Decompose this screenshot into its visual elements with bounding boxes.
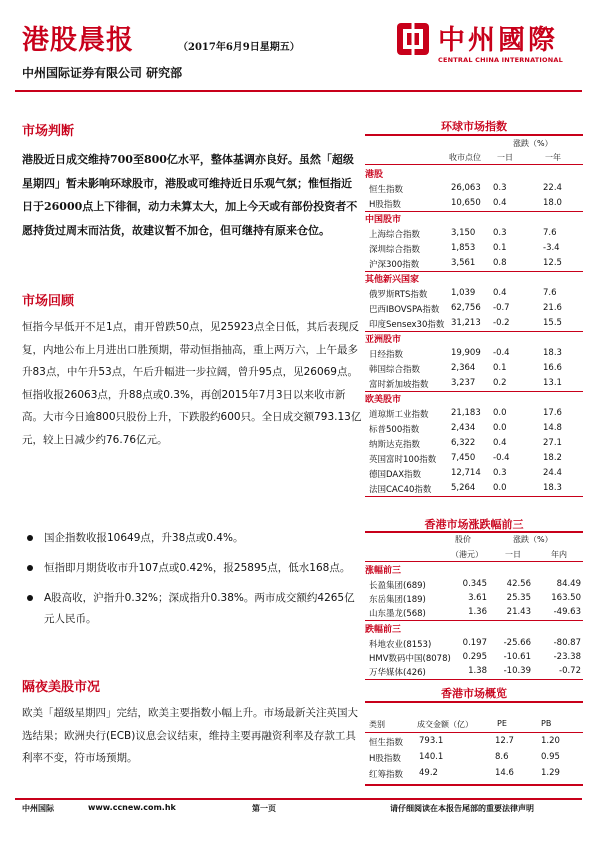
- index-year-change: 22.4: [543, 183, 562, 193]
- stock-price: 3.61: [468, 593, 487, 603]
- table-row: [365, 227, 583, 242]
- divider: [365, 732, 583, 733]
- hk-movers-title: 香港市场涨跌幅前三: [424, 518, 524, 531]
- table-group-label: 亚洲股市: [365, 335, 402, 345]
- table-row: [365, 637, 583, 652]
- index-year-change: 18.3: [543, 483, 562, 493]
- index-day-change: -0.4: [493, 348, 510, 358]
- logo-mark-icon: [394, 20, 432, 58]
- stock-price: 0.295: [462, 652, 487, 662]
- stock-name: 长盈集团(689): [369, 581, 426, 591]
- footer-page: 第一页: [252, 804, 276, 813]
- index-close: 6,322: [451, 438, 476, 448]
- table-group-label: 涨幅前三: [365, 566, 402, 576]
- market-review-text: 恒指今早低开不足1点，甫开曾跌50点，见25923点全日低，其后表现反复，内地公布上月进出口胜预期，带动恒指抽高，重上两万六，上午最多升83点，中午升53点，午后升幅进一步拉阔，曾升95点，见26069点。恒指收报26063点，升88点或0.3%，再创2015年7月3日以来收市新高。大市今日逾800只股份上升，下跌股约600只。全日成交额793.13亿元，较上日减少约76.76亿元。: [22, 321, 362, 446]
- logo-text-en: CENTRAL CHINA INTERNATIONAL: [438, 56, 563, 64]
- index-day-change: 0.4: [493, 288, 507, 298]
- index-close: 3,237: [451, 378, 476, 388]
- index-close: 10,650: [451, 198, 481, 208]
- table-row: [365, 751, 583, 766]
- table-group-label: 中国股市: [365, 215, 402, 225]
- divider: [365, 701, 583, 703]
- market-review-bullets: [22, 528, 362, 639]
- global-col-year: 一年: [545, 153, 561, 162]
- index-name: 上海综合指数: [369, 230, 421, 240]
- table-row: [365, 452, 583, 467]
- us-market-heading: 隔夜美股市况: [22, 680, 101, 695]
- index-name: 韩国综合指数: [369, 365, 421, 375]
- table-row: [365, 287, 583, 302]
- index-close: 19,909: [451, 348, 481, 358]
- index-day-change: 0.1: [493, 363, 507, 373]
- market-review-heading: 市场回顾: [22, 294, 75, 309]
- index-name: H股指数: [369, 200, 401, 210]
- table-row: [365, 362, 583, 377]
- index-name: 富时新加坡指数: [369, 380, 429, 390]
- divider: [365, 496, 583, 497]
- index-year-change: 13.1: [543, 378, 562, 388]
- movers-col-price-unit: （港元）: [451, 550, 483, 559]
- logo-text-cn: 中州國際: [438, 25, 558, 56]
- stock-price: 1.38: [468, 666, 487, 676]
- index-close: 5,264: [451, 483, 476, 493]
- movers-col-day: 一日: [505, 550, 521, 559]
- stock-day-change: 42.56: [506, 579, 531, 589]
- index-year-change: -3.4: [543, 243, 560, 253]
- divider: [365, 164, 583, 165]
- index-day-change: -0.2: [493, 318, 510, 328]
- table-row: [365, 767, 583, 782]
- table-row: [365, 651, 583, 666]
- stock-name: 科地农业(8153): [369, 640, 432, 650]
- index-name: 纳斯达克指数: [369, 440, 421, 450]
- index-name: 印度Sensex30指数: [369, 320, 445, 330]
- table-group-label: 欧美股市: [365, 395, 402, 405]
- index-year-change: 27.1: [543, 438, 562, 448]
- index-day-change: 0.4: [493, 198, 507, 208]
- table-row: [365, 606, 583, 621]
- market-judgment-text: 港股近日成交维持700至800亿水平，整体基调亦良好。虽然「超级星期四」暂未影响环球股市，港股或可维持近日乐观气氛；惟恒指近日于26000点上下徘徊，动力未算太大，加上今天或有部份投资者不愿持货过周末而沽货，故建议暂不加仓，但可继持有原来仓位。: [22, 153, 358, 237]
- divider: [365, 531, 583, 533]
- market-judgment-heading: 市场判断: [22, 124, 75, 139]
- header-divider: [15, 90, 582, 92]
- stock-day-change: 25.35: [506, 593, 531, 603]
- company-logo: [394, 16, 584, 74]
- index-day-change: -0.4: [493, 453, 510, 463]
- index-day-change: 0.0: [493, 483, 507, 493]
- movers-col-ytd: 年内: [551, 550, 567, 559]
- overview-pe: 14.6: [495, 768, 514, 778]
- index-year-change: 7.6: [543, 288, 557, 298]
- divider: [365, 679, 583, 680]
- hk-overview-title: 香港市场概览: [441, 687, 507, 700]
- overview-name: 红筹指数: [369, 770, 404, 780]
- divider: [365, 561, 583, 562]
- stock-price: 0.197: [462, 638, 487, 648]
- stock-name: 东岳集团(189): [369, 595, 426, 605]
- overview-pe: 12.7: [495, 736, 514, 746]
- index-name: 巴西IBOVSPA指数: [369, 305, 440, 315]
- bullet-icon: [27, 535, 33, 541]
- index-close: 21,183: [451, 408, 481, 418]
- divider: [365, 620, 583, 621]
- table-row: [365, 482, 583, 497]
- footer-disclaimer: 请仔细阅读在本报告尾部的重要法律声明: [390, 804, 534, 813]
- table-row: [365, 665, 583, 680]
- index-year-change: 14.8: [543, 423, 562, 433]
- stock-day-change: 21.43: [506, 607, 531, 617]
- overview-name: H股指数: [369, 754, 401, 764]
- overview-pb: 1.29: [541, 768, 560, 778]
- stock-ytd-change: -0.72: [559, 666, 581, 676]
- bullet-icon: [27, 565, 33, 571]
- footer-company: 中州国际: [22, 804, 54, 813]
- index-name: 标普500指数: [369, 425, 420, 435]
- stock-name: 山东墨龙(568): [369, 609, 426, 619]
- overview-col-pe: PE: [497, 719, 507, 728]
- table-row: [365, 578, 583, 593]
- index-day-change: 0.8: [493, 258, 507, 268]
- overview-col-type: 类别: [369, 720, 385, 729]
- index-year-change: 7.6: [543, 228, 557, 238]
- index-year-change: 15.5: [543, 318, 562, 328]
- table-row: [365, 182, 583, 197]
- index-close: 2,434: [451, 423, 476, 433]
- index-close: 3,561: [451, 258, 476, 268]
- table-row: [365, 347, 583, 362]
- index-close: 62,756: [451, 303, 481, 313]
- stock-ytd-change: 84.49: [556, 579, 581, 589]
- footer-divider: [15, 798, 582, 800]
- index-day-change: 0.0: [493, 408, 507, 418]
- index-day-change: 0.3: [493, 228, 507, 238]
- table-row: [365, 592, 583, 607]
- report-title: 港股晨报: [22, 25, 134, 56]
- index-close: 31,213: [451, 318, 481, 328]
- table-row: [365, 242, 583, 257]
- index-close: 1,039: [451, 288, 476, 298]
- table-group-label: 港股: [365, 170, 384, 180]
- stock-day-change: -10.39: [503, 666, 531, 676]
- index-year-change: 18.0: [543, 198, 562, 208]
- index-name: 恒生指数: [369, 185, 404, 195]
- overview-turnover: 49.2: [419, 768, 438, 778]
- list-item: A股高收，沪指升0.32%；深成指升0.38%。两市成交额约4265亿元人民币。: [22, 588, 362, 630]
- divider: [365, 784, 583, 786]
- index-close: 3,150: [451, 228, 476, 238]
- table-group-label: 其他新兴国家: [365, 275, 420, 285]
- index-day-change: 0.2: [493, 378, 507, 388]
- index-close: 2,364: [451, 363, 476, 373]
- movers-change-header: 涨跌（%）: [513, 535, 553, 544]
- index-year-change: 18.2: [543, 453, 562, 463]
- stock-price: 1.36: [468, 607, 487, 617]
- table-row: [365, 377, 583, 392]
- overview-col-pb: PB: [541, 719, 552, 728]
- index-day-change: 0.1: [493, 243, 507, 253]
- index-year-change: 16.6: [543, 363, 562, 373]
- index-year-change: 18.3: [543, 348, 562, 358]
- table-row: [365, 197, 583, 212]
- index-day-change: 0.3: [493, 183, 507, 193]
- stock-ytd-change: -23.38: [553, 652, 581, 662]
- index-close: 26,063: [451, 183, 481, 193]
- index-year-change: 24.4: [543, 468, 562, 478]
- index-day-change: 0.3: [493, 468, 507, 478]
- stock-ytd-change: -49.63: [553, 607, 581, 617]
- overview-name: 恒生指数: [369, 738, 404, 748]
- overview-turnover: 140.1: [419, 752, 444, 762]
- list-item: 恒指即月期货收市升107点或0.42%，报25895点，低水168点。: [22, 558, 362, 579]
- global-change-header: 涨跌（%）: [513, 139, 553, 148]
- table-row: [365, 422, 583, 437]
- index-name: 日经指数: [369, 350, 404, 360]
- movers-col-price: 股价: [455, 535, 471, 544]
- index-day-change: -0.7: [493, 303, 510, 313]
- index-name: 沪深300指数: [369, 260, 420, 270]
- index-name: 俄罗斯RTS指数: [369, 290, 428, 300]
- index-name: 德国DAX指数: [369, 470, 422, 480]
- table-row: [365, 407, 583, 422]
- stock-price: 0.345: [462, 579, 487, 589]
- index-close: 12,714: [451, 468, 481, 478]
- index-day-change: 0.4: [493, 438, 507, 448]
- us-market-text: 欧美「超级星期四」完结，欧美主要指数小幅上升。市场最新关注英国大选结果；欧洲央行(ECB)议息会议结束，维持主要再融资利率及存款工具利率不变，符市场预期。: [22, 707, 358, 764]
- index-year-change: 21.6: [543, 303, 562, 313]
- index-name: 深圳综合指数: [369, 245, 421, 255]
- footer-url: www.ccnew.com.hk: [88, 803, 176, 812]
- list-item: 国企指数收报10649点，升38点或0.4%。: [22, 528, 362, 549]
- global-indices-title: 环球市场指数: [441, 120, 507, 133]
- index-year-change: 12.5: [543, 258, 562, 268]
- overview-col-turnover: 成交金额（亿）: [417, 720, 473, 729]
- overview-pb: 1.20: [541, 736, 560, 746]
- company-name: 中州国际证券有限公司 研究部: [22, 66, 183, 80]
- table-row: [365, 257, 583, 272]
- global-col-close: 收市点位: [449, 153, 481, 162]
- index-name: 法国CAC40指数: [369, 485, 432, 495]
- report-date: （2017年6月9日星期五）: [178, 42, 300, 53]
- stock-day-change: -25.66: [503, 638, 531, 648]
- overview-pe: 8.6: [495, 752, 509, 762]
- stock-day-change: -10.61: [503, 652, 531, 662]
- index-close: 7,450: [451, 453, 476, 463]
- overview-turnover: 793.1: [419, 736, 444, 746]
- index-close: 1,853: [451, 243, 476, 253]
- table-row: [365, 735, 583, 750]
- stock-name: HMV数码中国(8078): [369, 654, 451, 664]
- index-day-change: 0.0: [493, 423, 507, 433]
- bullet-icon: [27, 595, 33, 601]
- global-col-day: 一日: [497, 153, 513, 162]
- index-name: 英国富时100指数: [369, 455, 437, 465]
- index-year-change: 17.6: [543, 408, 562, 418]
- overview-pb: 0.95: [541, 752, 560, 762]
- stock-name: 万华媒体(426): [369, 668, 426, 678]
- stock-ytd-change: 163.50: [551, 593, 581, 603]
- divider: [365, 134, 583, 136]
- table-row: [365, 467, 583, 482]
- table-row: [365, 437, 583, 452]
- index-name: 道琼斯工业指数: [369, 410, 429, 420]
- table-row: [365, 302, 583, 317]
- stock-ytd-change: -80.87: [553, 638, 581, 648]
- table-row: [365, 317, 583, 332]
- table-group-label: 跌幅前三: [365, 625, 402, 635]
